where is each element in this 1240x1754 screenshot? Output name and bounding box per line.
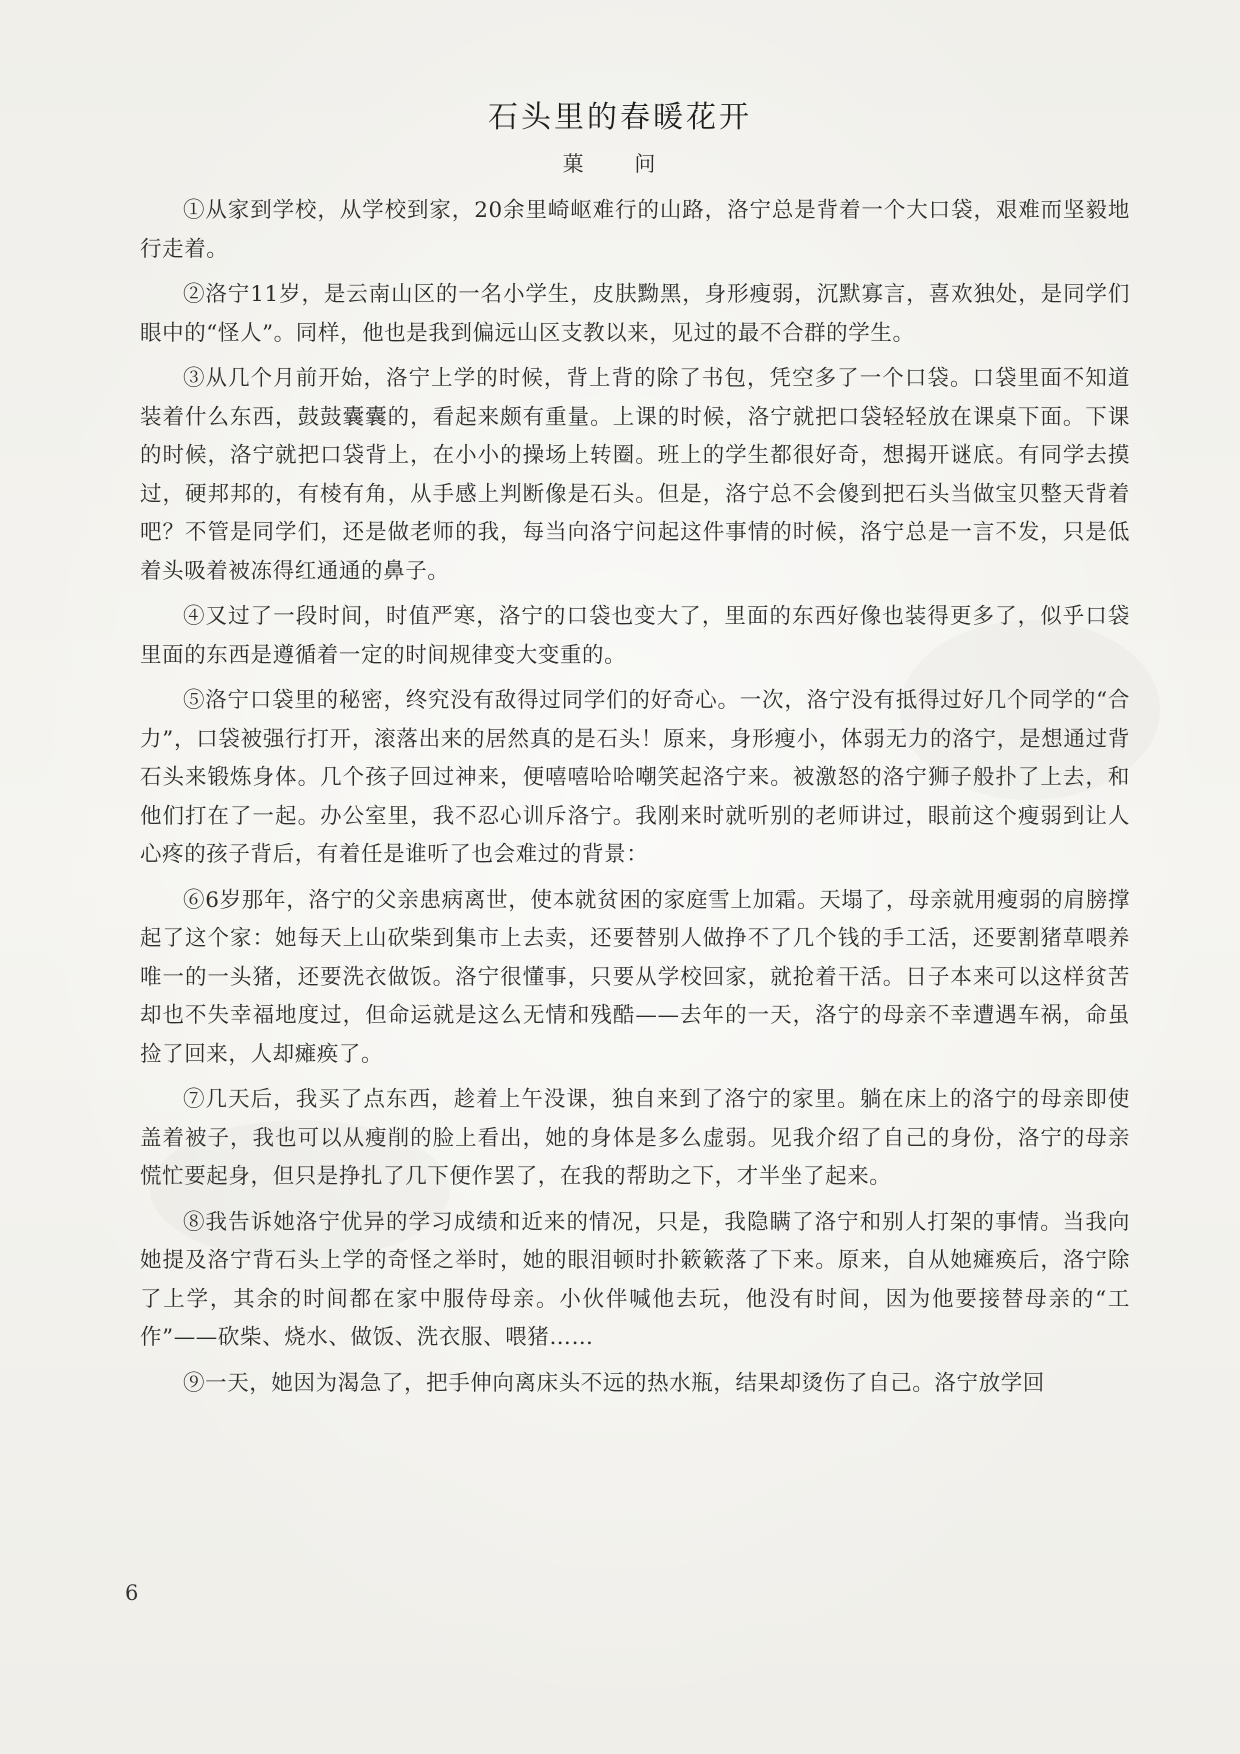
page-number: 6 [125, 1581, 139, 1605]
article-body [140, 192, 1130, 1410]
paragraph-5: ⑤洛宁口袋里的秘密，终究没有敌得过同学们的好奇心。一次，洛宁没有抵得过好几个同学的“合力”，口袋被强行打开，滚落出来的居然真的是石头！原来，身形瘦小，体弱无力的洛宁，是想通过背石头来锻炼身体。几个孩子回过神来，便嘻嘻哈哈嘲笑起洛宁来。被激怒的洛宁狮子般扑了上去，和他们打在了一起。办公室里，我不忍心训斥洛宁。我刚来时就听别的老师讲过，眼前这个瘦弱到让人心疼的孩子背后，有着任是谁听了也会难过的背景： [140, 688, 1130, 867]
paragraph-8: ⑧我告诉她洛宁优异的学习成绩和近来的情况，只是，我隐瞒了洛宁和别人打架的事情。当我向她提及洛宁背石头上学的奇怪之举时，她的眼泪顿时扑簌簌落了下来。原来，自从她瘫痪后，洛宁除了上学，其余的时间都在家中服侍母亲。小伙伴喊他去玩，他没有时间，因为他要接替母亲的“工作”——砍柴、烧水、做饭、洗衣服、喂猪…… [140, 1209, 1130, 1350]
paragraph-9: ⑨一天，她因为渴急了，把手伸向离床头不远的热水瓶，结果却烫伤了自己。洛宁放学回 [183, 1370, 1045, 1396]
paragraph-4: ④又过了一段时间，时值严寒，洛宁的口袋也变大了，里面的东西好像也装得更多了，似乎口袋里面的东西是遵循着一定的时间规律变大变重的。 [140, 604, 1130, 668]
paragraph-1: ①从家到学校，从学校到家，20余里崎岖难行的山路，洛宁总是背着一个大口袋，艰难而坚毅地行走着。 [140, 198, 1130, 262]
paragraph-3: ③从几个月前开始，洛宁上学的时候，背上背的除了书包，凭空多了一个口袋。口袋里面不知道装着什么东西，鼓鼓囊囊的，看起来颇有重量。上课的时候，洛宁就把口袋轻轻放在课桌下面。下课的时候，洛宁就把口袋背上，在小小的操场上转圈。班上的学生都很好奇，想揭开谜底。有同学去摸过，硬邦邦的，有棱有角，从手感上判断像是石头。但是，洛宁总不会傻到把石头当做宝贝整天背着吧？不管是同学们，还是做老师的我，每当向洛宁问起这件事情的时候，洛宁总是一言不发，只是低着头吸着被冻得红通通的鼻子。 [140, 366, 1130, 584]
article-title: 石头里的春暖花开 [488, 100, 752, 135]
paragraph-2: ②洛宁11岁，是云南山区的一名小学生，皮肤黝黑，身形瘦弱，沉默寡言，喜欢独处，是同学们眼中的“怪人”。同样，他也是我到偏远山区支教以来，见过的最不合群的学生。 [140, 282, 1130, 346]
paragraph-6: ⑥6岁那年，洛宁的父亲患病离世，使本就贫困的家庭雪上加霜。天塌了，母亲就用瘦弱的肩膀撑起了这个家：她每天上山砍柴到集市上去卖，还要替别人做挣不了几个钱的手工活，还要割猪草喂养唯一的一头猪，还要洗衣做饭。洛宁很懂事，只要从学校回家，就抢着干活。日子本来可以这样贫苦却也不失幸福地度过，但命运就是这么无情和残酷——去年的一天，洛宁的母亲不幸遭遇车祸，命虽捡了回来，人却瘫痪了。 [140, 887, 1130, 1067]
article-author: 菓 问 [562, 152, 678, 176]
paragraph-7: ⑦几天后，我买了点东西，趁着上午没课，独自来到了洛宁的家里。躺在床上的洛宁的母亲即使盖着被子，我也可以从瘦削的脸上看出，她的身体是多么虚弱。见我介绍了自己的身份，洛宁的母亲慌忙要起身，但只是挣扎了几下便作罢了，在我的帮助之下，才半坐了起来。 [140, 1087, 1130, 1189]
